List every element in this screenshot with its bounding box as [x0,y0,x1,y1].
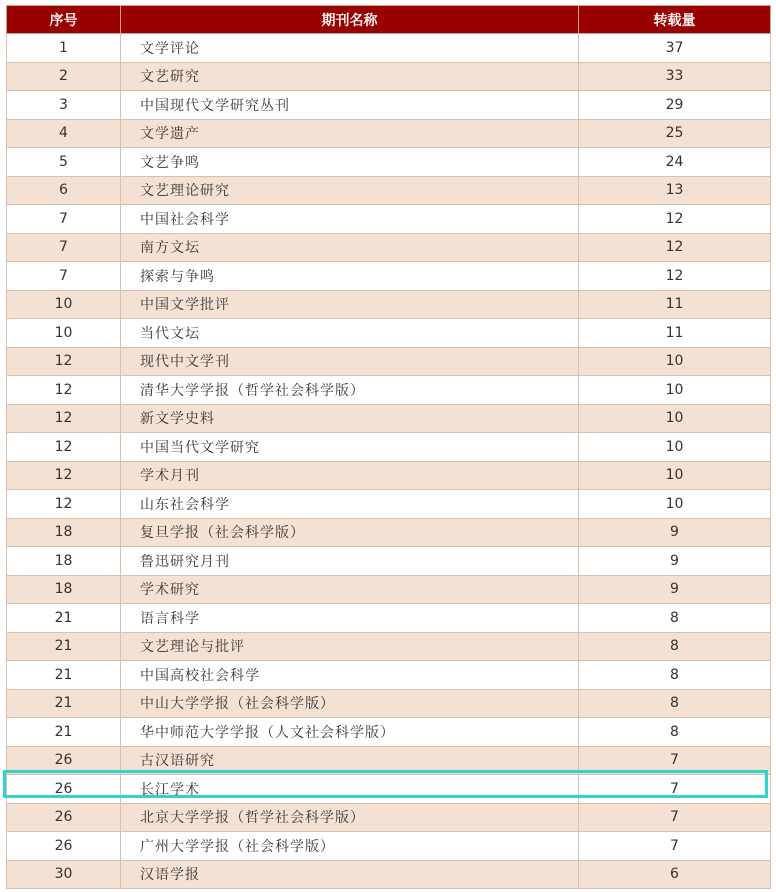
journal-name-cell: 中国高校社会科学 [121,661,579,690]
count-cell: 10 [579,376,771,405]
rank-cell: 5 [7,148,121,177]
table-row [7,262,771,291]
count-cell: 10 [579,404,771,433]
table-row [7,62,771,91]
count-cell: 7 [579,803,771,832]
table-row [7,575,771,604]
count-cell: 8 [579,689,771,718]
rank-cell: 12 [7,433,121,462]
table-row [7,205,771,234]
journal-ranking-table-container [6,5,770,889]
journal-name-cell: 古汉语研究 [121,746,579,775]
journal-name-cell: 中国社会科学 [121,205,579,234]
count-cell: 8 [579,632,771,661]
rank-cell: 12 [7,376,121,405]
table-row [7,803,771,832]
count-cell: 10 [579,490,771,519]
journal-name-cell: 南方文坛 [121,233,579,262]
journal-name-cell: 学术月刊 [121,461,579,490]
rank-cell: 12 [7,490,121,519]
count-cell: 7 [579,832,771,861]
count-cell: 9 [579,518,771,547]
journal-name-cell: 现代中文学刊 [121,347,579,376]
count-cell: 37 [579,34,771,63]
count-cell: 29 [579,91,771,120]
table-row [7,290,771,319]
rank-cell: 12 [7,461,121,490]
table-row [7,775,771,804]
rank-cell: 21 [7,604,121,633]
count-cell: 8 [579,718,771,747]
count-cell: 10 [579,347,771,376]
table-row [7,176,771,205]
rank-cell: 26 [7,775,121,804]
table-row [7,34,771,63]
table-row [7,490,771,519]
count-cell: 7 [579,775,771,804]
journal-name-cell: 中国当代文学研究 [121,433,579,462]
journal-ranking-table [6,5,771,889]
journal-name-cell: 复旦学报（社会科学版） [121,518,579,547]
count-cell: 11 [579,319,771,348]
journal-name-cell: 长江学术 [121,775,579,804]
table-header-row [7,6,771,34]
table-row [7,746,771,775]
table-row [7,661,771,690]
journal-name-cell: 清华大学学报（哲学社会科学版） [121,376,579,405]
count-cell: 24 [579,148,771,177]
table-row [7,233,771,262]
rank-cell: 18 [7,575,121,604]
count-cell: 6 [579,860,771,889]
count-cell: 8 [579,604,771,633]
count-cell: 11 [579,290,771,319]
count-cell: 13 [579,176,771,205]
journal-name-cell: 中山大学学报（社会科学版） [121,689,579,718]
count-cell: 12 [579,205,771,234]
rank-cell: 21 [7,689,121,718]
count-cell: 7 [579,746,771,775]
table-row [7,376,771,405]
count-cell: 9 [579,575,771,604]
rank-cell: 2 [7,62,121,91]
journal-name-cell: 当代文坛 [121,319,579,348]
table-row [7,404,771,433]
journal-name-cell: 山东社会科学 [121,490,579,519]
journal-name-cell: 中国现代文学研究丛刊 [121,91,579,120]
rank-cell: 26 [7,746,121,775]
journal-name-cell: 文艺争鸣 [121,148,579,177]
table-row [7,832,771,861]
journal-name-cell: 新文学史料 [121,404,579,433]
journal-name-cell: 文艺理论与批评 [121,632,579,661]
table-row [7,119,771,148]
count-cell: 33 [579,62,771,91]
journal-name-cell: 文学遗产 [121,119,579,148]
rank-cell: 12 [7,347,121,376]
table-row [7,518,771,547]
rank-cell: 10 [7,290,121,319]
table-row [7,689,771,718]
rank-cell: 7 [7,233,121,262]
rank-cell: 26 [7,832,121,861]
rank-cell: 26 [7,803,121,832]
journal-name-cell: 文艺理论研究 [121,176,579,205]
count-cell: 12 [579,233,771,262]
rank-cell: 30 [7,860,121,889]
count-cell: 10 [579,461,771,490]
rank-cell: 12 [7,404,121,433]
journal-name-cell: 中国文学批评 [121,290,579,319]
header-journal-name: 期刊名称 [121,6,579,34]
table-row [7,347,771,376]
rank-cell: 4 [7,119,121,148]
table-row [7,718,771,747]
header-rank: 序号 [7,6,121,34]
table-row [7,547,771,576]
count-cell: 9 [579,547,771,576]
rank-cell: 18 [7,518,121,547]
table-row [7,860,771,889]
journal-name-cell: 文艺研究 [121,62,579,91]
rank-cell: 3 [7,91,121,120]
rank-cell: 10 [7,319,121,348]
table-row [7,461,771,490]
journal-name-cell: 华中师范大学学报（人文社会科学版） [121,718,579,747]
table-row [7,433,771,462]
count-cell: 8 [579,661,771,690]
journal-name-cell: 北京大学学报（哲学社会科学版） [121,803,579,832]
rank-cell: 21 [7,718,121,747]
journal-name-cell: 汉语学报 [121,860,579,889]
rank-cell: 1 [7,34,121,63]
journal-name-cell: 文学评论 [121,34,579,63]
rank-cell: 7 [7,262,121,291]
header-reprint-count: 转载量 [579,6,771,34]
table-row [7,91,771,120]
rank-cell: 6 [7,176,121,205]
table-row [7,632,771,661]
count-cell: 12 [579,262,771,291]
rank-cell: 7 [7,205,121,234]
journal-name-cell: 探索与争鸣 [121,262,579,291]
count-cell: 10 [579,433,771,462]
journal-name-cell: 广州大学学报（社会科学版） [121,832,579,861]
table-row [7,319,771,348]
rank-cell: 21 [7,661,121,690]
table-row [7,604,771,633]
journal-name-cell: 语言科学 [121,604,579,633]
journal-name-cell: 学术研究 [121,575,579,604]
count-cell: 25 [579,119,771,148]
journal-name-cell: 鲁迅研究月刊 [121,547,579,576]
table-row [7,148,771,177]
rank-cell: 21 [7,632,121,661]
rank-cell: 18 [7,547,121,576]
